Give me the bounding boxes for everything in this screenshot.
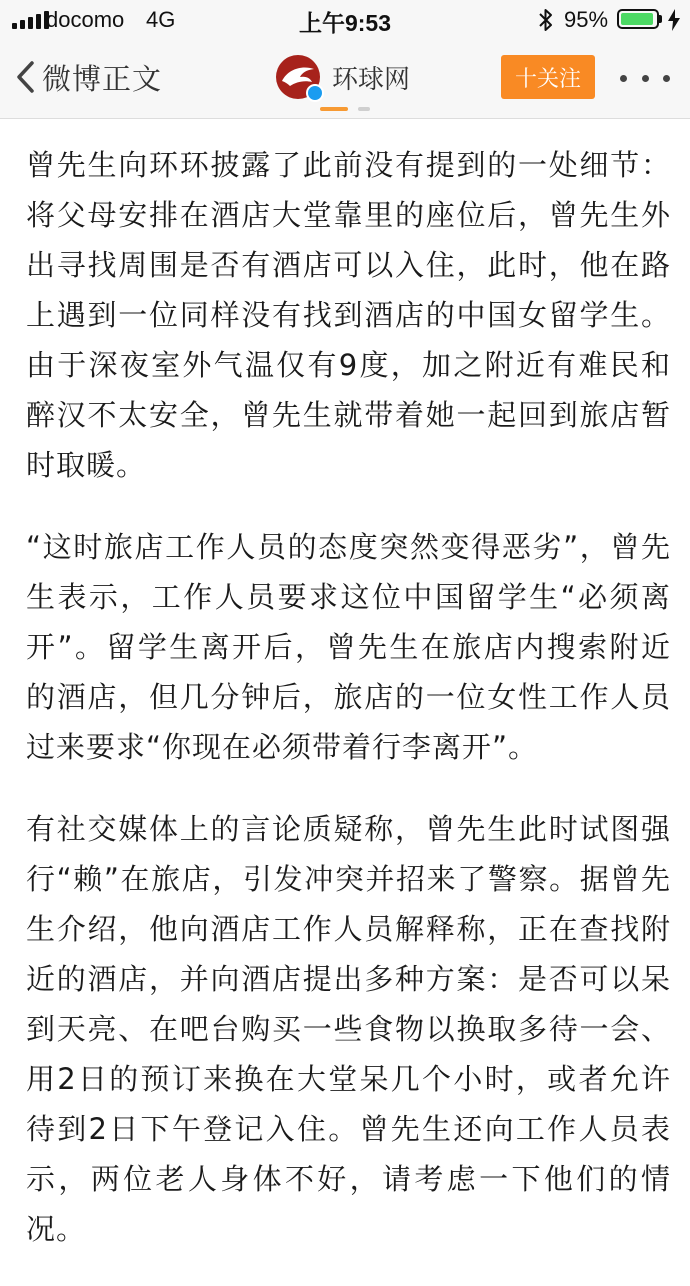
page-indicator [320, 107, 370, 111]
account-name: 环球网 [332, 64, 411, 95]
article-body [26, 140, 671, 1286]
status-time: 上午9:53 [298, 10, 392, 36]
nav-bar [0, 40, 690, 119]
page-dot-active [320, 107, 348, 111]
battery-percent: 95% [564, 7, 609, 32]
more-dot [620, 75, 627, 82]
battery-nub [659, 15, 662, 23]
article-paragraph: 曾先生向环环披露了此前没有提到的一处细节：将父母安排在酒店大堂靠里的座位后，曾先生外出寻找周围是否有酒店可以入住，此时，他在路上遇到一位同样没有找到酒店的中国女留学生。由于深夜室外气温仅有9度，加之附近有难民和醉汉不太安全，曾先生就带着她一起回到旅店暂时取暖。 [26, 148, 671, 482]
status-bar [0, 0, 690, 40]
article-paragraph: “这时旅店工作人员的态度突然变得恶劣”，曾先生表示，工作人员要求这位中国留学生“必须离开”。留学生离开后，曾先生在旅店内搜索附近的酒店，但几分钟后，旅店的一位女性工作人员过来要求“你现在必须带着行李离开”。 [26, 530, 671, 764]
battery-icon [617, 9, 659, 29]
back-label: 微博正文 [42, 61, 163, 96]
avatar[interactable] [276, 55, 320, 99]
network-type: 4G [146, 7, 176, 32]
follow-button[interactable]: 十关注 [501, 55, 595, 99]
chevron-left-icon [14, 60, 36, 94]
more-dots-icon[interactable] [620, 54, 670, 102]
carrier-name: docomo [46, 7, 125, 32]
article-paragraph: 有社交媒体上的言论质疑称，曾先生此时试图强行“赖”在旅店，引发冲突并招来了警察。据曾先生介绍，他向酒店工作人员解释称，正在查找附近的酒店，并向酒店提出多种方案：是否可以呆到天亮、在吧台购买一些食物以换取多待一会、用2日的预订来换在大堂呆几个小时，或者允许待到2日下午登记入住。曾先生还向工作人员表示，两位老人身体不好，请考虑一下他们的情况。 [26, 812, 671, 1246]
more-dot [642, 75, 649, 82]
page-dot-inactive [358, 107, 370, 111]
battery-level [621, 13, 653, 25]
verified-badge-icon [306, 84, 324, 102]
account-header[interactable] [276, 52, 410, 102]
more-dot [663, 75, 670, 82]
charging-icon [668, 9, 680, 31]
bluetooth-icon [538, 7, 554, 33]
back-button[interactable] [14, 52, 162, 102]
